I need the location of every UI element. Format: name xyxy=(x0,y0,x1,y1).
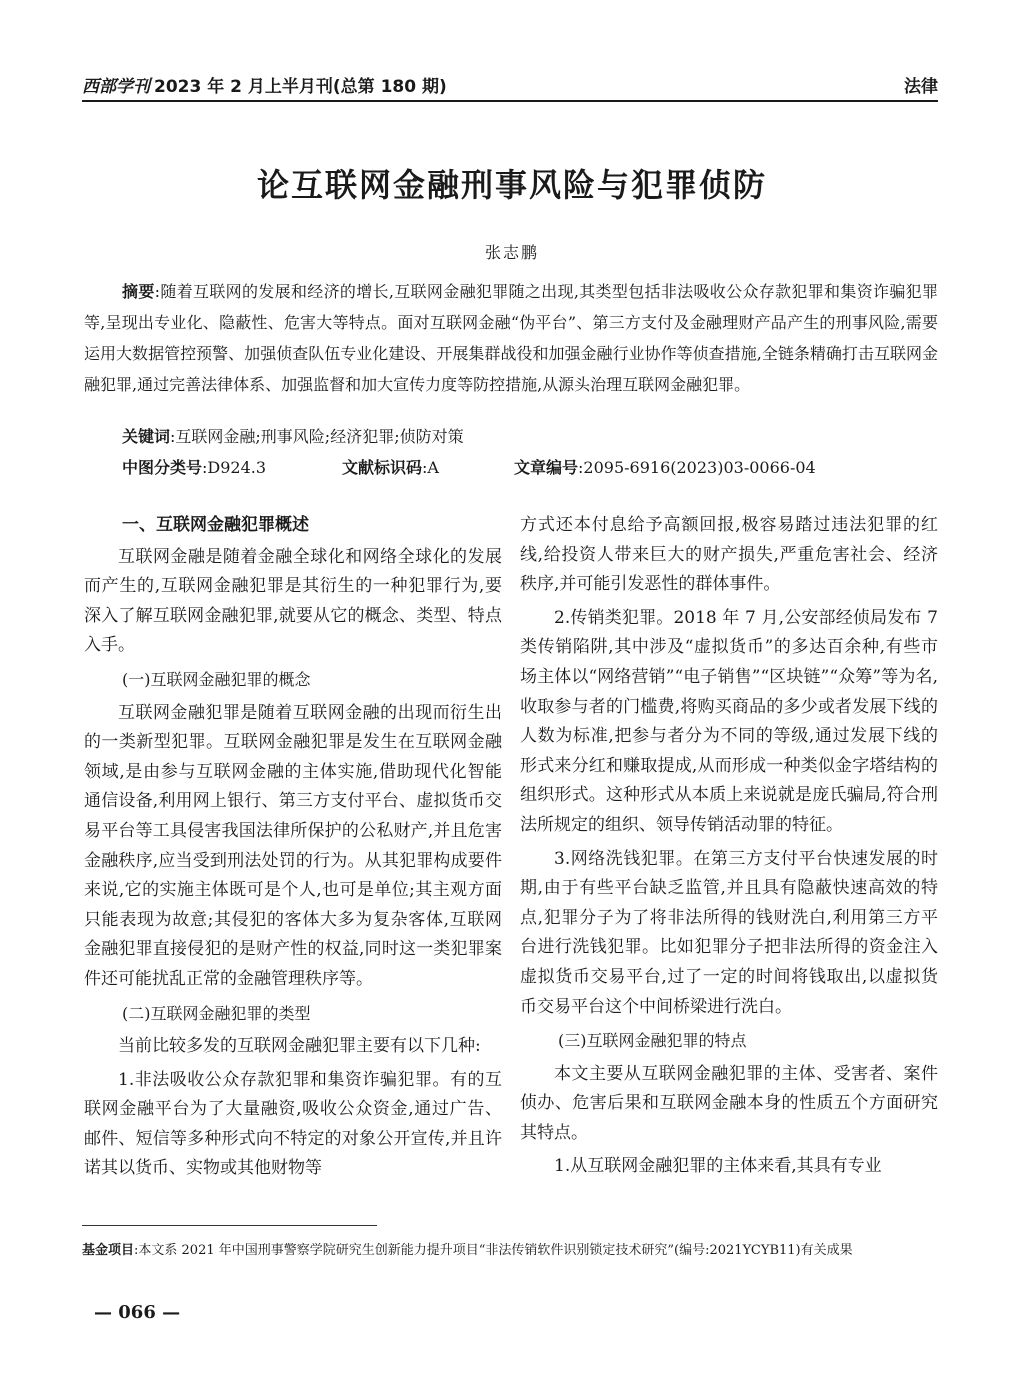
clc-code xyxy=(122,455,266,478)
subsection-heading: (二)互联网金融犯罪的类型 xyxy=(122,1003,311,1023)
section-heading: 一、互联网金融犯罪概述 xyxy=(122,515,309,535)
left-column xyxy=(84,511,502,1188)
journal-issue xyxy=(82,72,447,97)
right-column xyxy=(520,511,938,1186)
article-title: 论互联网金融刑事风险与犯罪侦防 xyxy=(256,166,767,204)
keywords xyxy=(122,424,464,447)
paragraph: 2.传销类犯罪。2018 年 7 月,公安部经侦局发布 7 类传销陷阱,其中涉及“虚拟货币”的多达百余种,有些市场主体以“网络营销”“电子销售”“区块链”“众筹”等为名,收取参与者的门槛费,将购买商品的多少或者发展下线的人数为标准,把参与者分为不同的等级,通过发展下线的形式来分红和赚取提成,从而形成一种类似金字塔结构的组织形式。这种形式从本质上来说就是庞氏骗局,符合刑法所规定的组织、领导传销活动罪的特征。 xyxy=(520,607,938,835)
article-number-value: :2095-6916(2023)03-0066-04 xyxy=(578,458,816,477)
keywords-text: :互联网金融;刑事风险;经济犯罪;侦防对策 xyxy=(170,427,464,446)
footnote-label: 基金项目 xyxy=(82,1243,135,1258)
clc-value: :D924.3 xyxy=(202,458,267,477)
subsection-heading: (三)互联网金融犯罪的特点 xyxy=(558,1031,747,1051)
article-number xyxy=(514,455,816,478)
article-author: 张志鹏 xyxy=(484,243,539,262)
paragraph: 互联网金融是随着金融全球化和网络全球化的发展而产生的,互联网金融犯罪是其衍生的一种犯罪行为,要深入了解互联网金融犯罪,就要从它的概念、类型、特点入手。 xyxy=(84,546,502,656)
paragraph: 方式还本付息给予高额回报,极容易踏过违法犯罪的红线,给投资人带来巨大的财产损失,严重危害社会、经济秩序,并可能引发恶性的群体事件。 xyxy=(520,515,938,595)
doc-code-label: 文献标识码 xyxy=(342,458,423,477)
paragraph: 3.网络洗钱犯罪。在第三方支付平台快速发展的时期,由于有些平台缺乏监管,并且具有隐蔽快速高效的特点,犯罪分子为了将非法所得的钱财洗白,利用第三方平台进行洗钱犯罪。比如犯罪分子把非法所得的资金注入虚拟货币交易平台,过了一定的时间将钱取出,以虚拟货币交易平台这个中间桥梁进行洗白。 xyxy=(520,848,938,1017)
doc-code xyxy=(342,455,439,478)
journal-logo: 西部学刊 xyxy=(82,77,150,97)
subsection-heading: (一)互联网金融犯罪的概念 xyxy=(122,669,311,689)
issue-label: 2023 年 2 月上半月刊(总第 180 期) xyxy=(154,77,447,97)
abstract xyxy=(84,276,938,400)
doc-code-value: :A xyxy=(422,458,439,477)
section-label: 法律 xyxy=(904,77,938,97)
paragraph: 1.从互联网金融犯罪的主体来看,其具有专业 xyxy=(554,1156,882,1177)
keywords-label: 关键词 xyxy=(122,427,171,446)
footnote-divider xyxy=(82,1225,377,1226)
article-number-label: 文章编号 xyxy=(514,458,579,477)
page-number: — 066 — xyxy=(94,1302,181,1323)
paragraph: 本文主要从互联网金融犯罪的主体、受害者、案件侦办、危害后果和互联网金融本身的性质五个方面研究其特点。 xyxy=(520,1063,938,1143)
paragraph: 1.非法吸收公众存款犯罪和集资诈骗犯罪。有的互联网金融平台为了大量融资,吸收公众资金,通过广告、邮件、短信等多种形式向不特定的对象公开宣传,并且许诺其以货币、实物或其他财物等 xyxy=(84,1069,502,1179)
footnote-text: :本文系 2021 年中国刑事警察学院研究生创新能力提升项目“非法传销软件识别锁定技术研究”(编号:2021YCYB11)有关成果 xyxy=(134,1243,853,1258)
clc-label: 中图分类号 xyxy=(122,458,203,477)
abstract-text: :随着互联网的发展和经济的增长,互联网金融犯罪随之出现,其类型包括非法吸收公众存款犯罪和集资诈骗犯罪等,呈现出专业化、隐蔽性、危害大等特点。面对互联网金融“伪平台”、第三方支付及金融理财产品产生的刑事风险,需要运用大数据管控预警、加强侦查队伍专业化建设、开展集群战役和加强金融行业协作等侦查措施,全链条精确打击互联网金融犯罪,通过完善法律体系、加强监督和加大宣传力度等防控措施,从源头治理互联网金融犯罪。 xyxy=(84,282,938,394)
abstract-label: 摘要 xyxy=(122,282,155,301)
paragraph: 互联网金融犯罪是随着互联网金融的出现而衍生出的一类新型犯罪。互联网金融犯罪是发生在互联网金融领域,是由参与互联网金融的主体实施,借助现代化智能通信设备,利用网上银行、第三方支付平台、虚拟货币交易平台等工具侵害我国法律所保护的公私财产,并且危害金融秩序,应当受到刑法处罚的行为。从其犯罪构成要件来说,它的实施主体既可是个人,也可是单位;其主观方面只能表现为故意;其侵犯的客体大多为复杂客体,互联网金融犯罪直接侵犯的是财产性的权益,同时这一类犯罪案件还可能扰乱正常的金融管理秩序等。 xyxy=(84,702,502,989)
footnote xyxy=(82,1239,940,1263)
paragraph: 当前比较多发的互联网金融犯罪主要有以下几种: xyxy=(118,1036,481,1057)
running-header xyxy=(82,70,938,102)
